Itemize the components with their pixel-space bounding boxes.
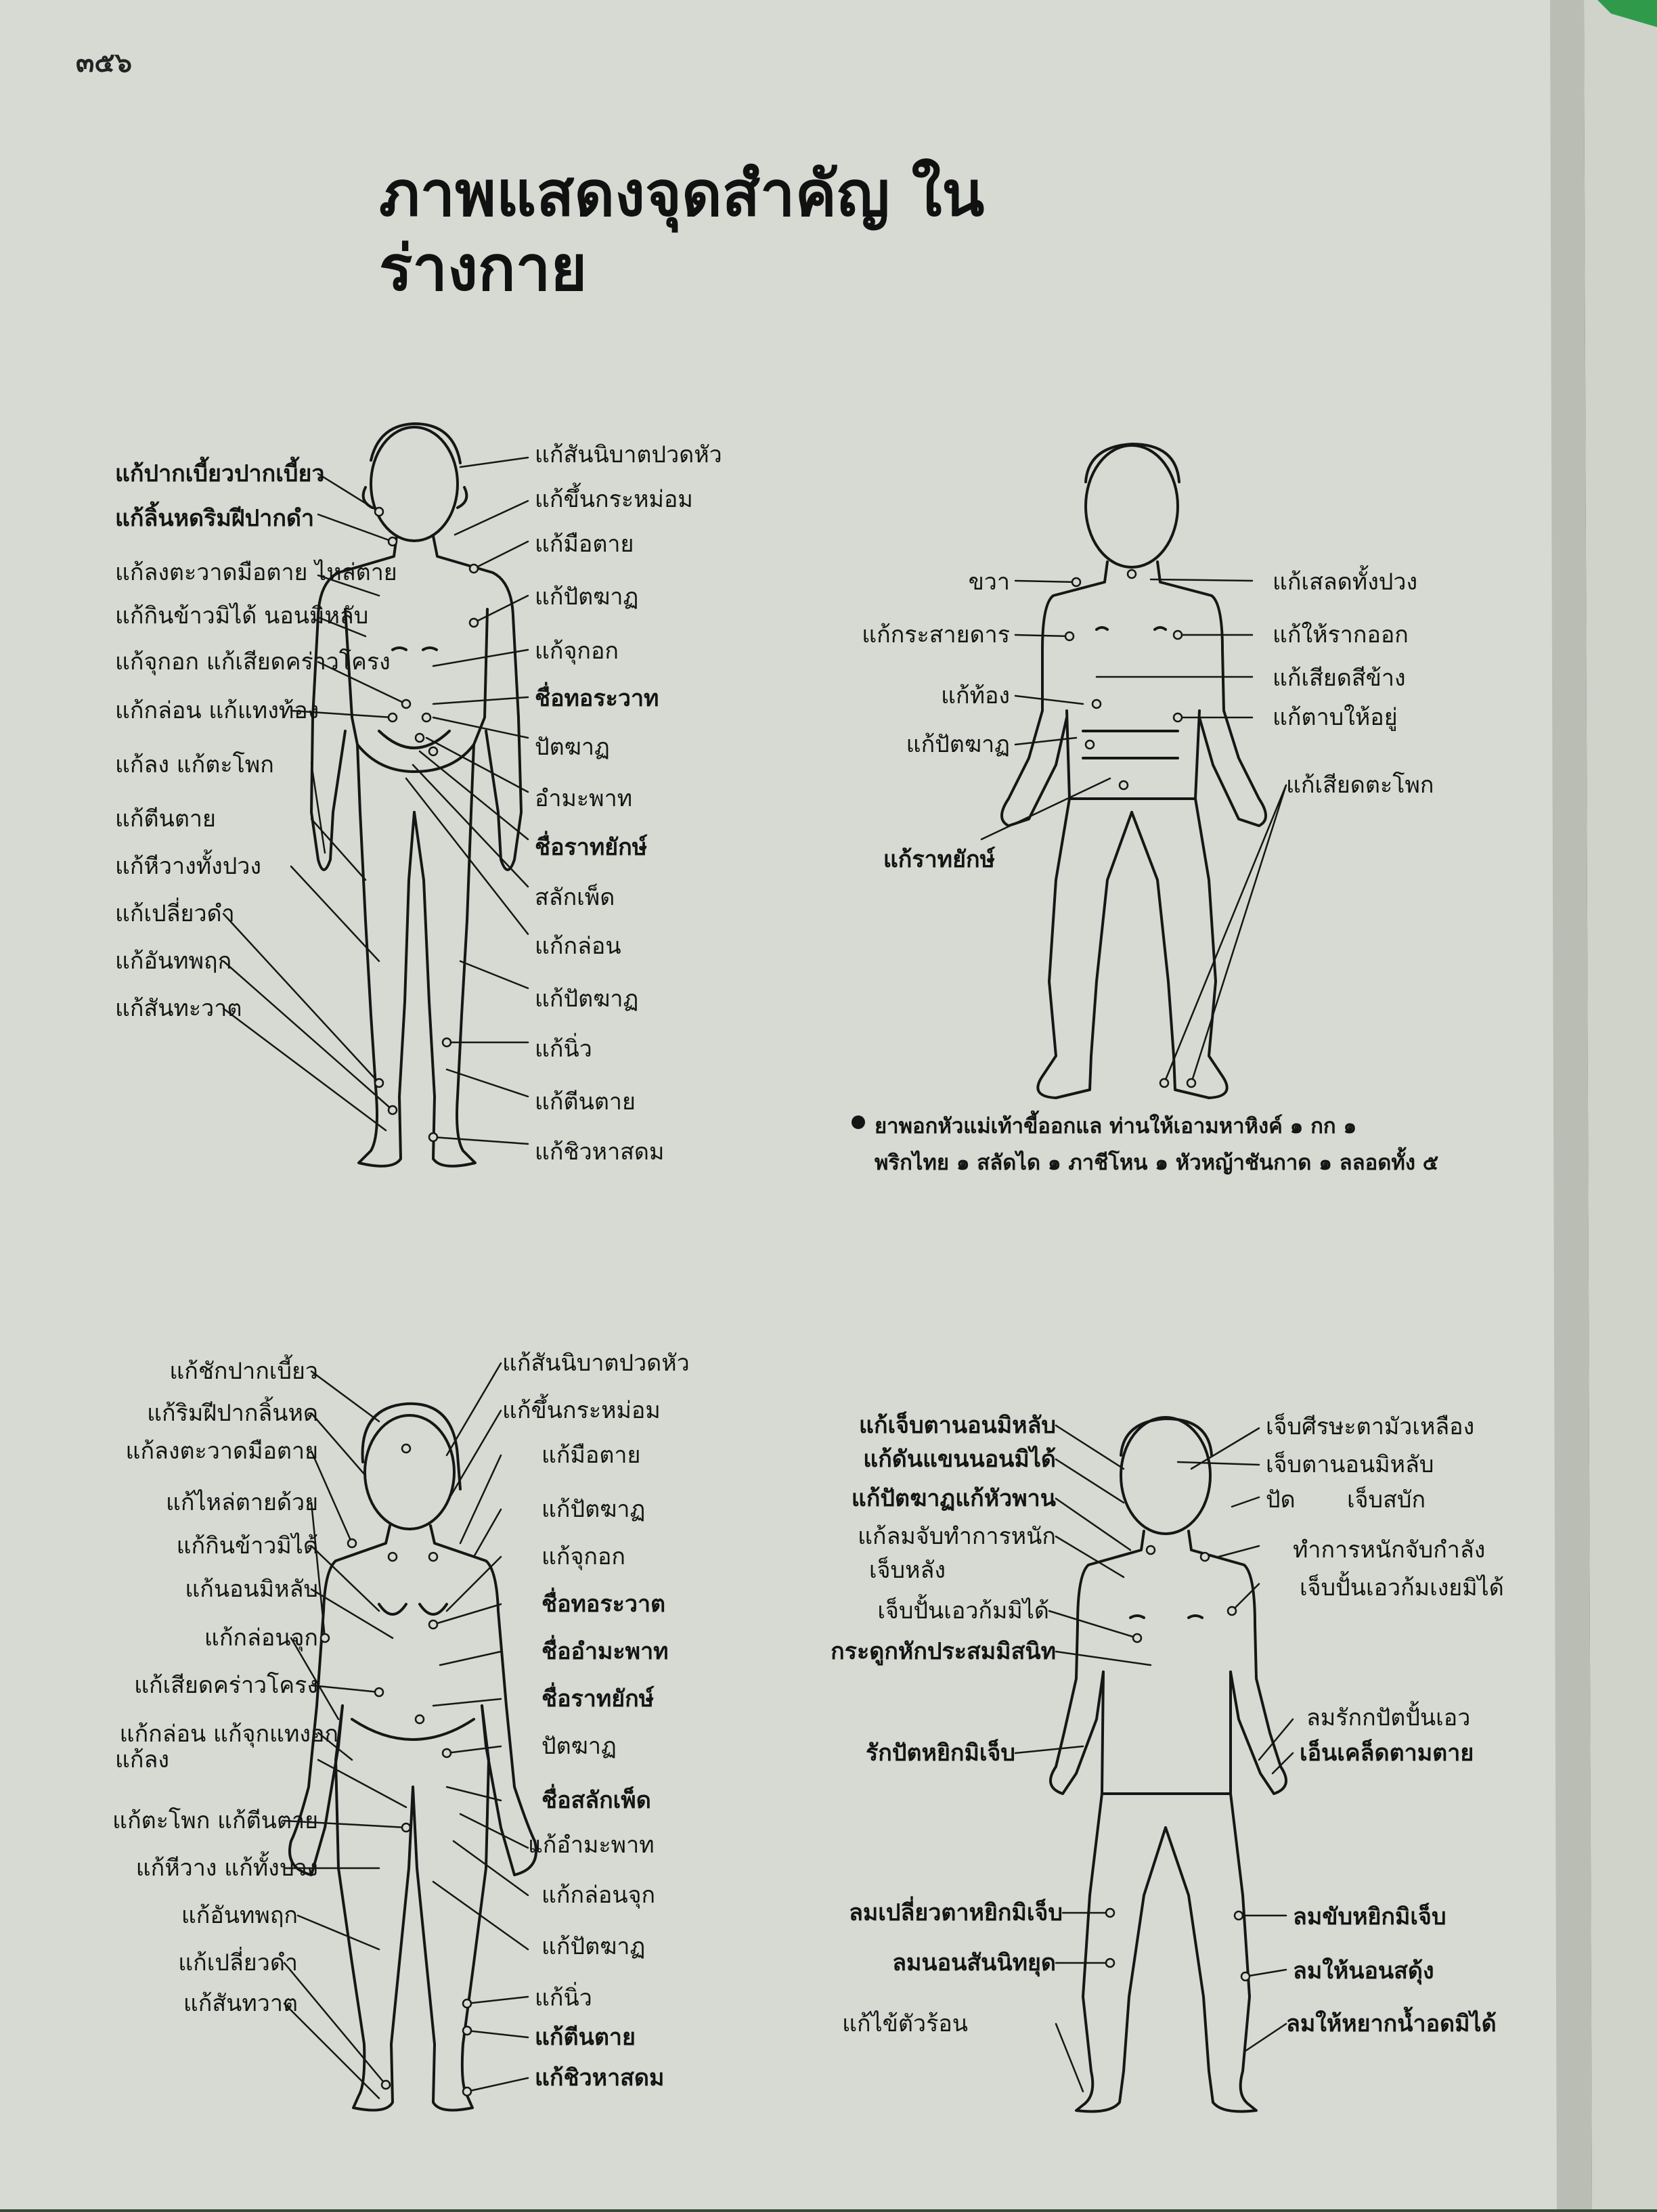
label: แก้จุกอก แก้เสียดคร่าวโครง <box>115 648 391 676</box>
page-number: ๓๕๖ <box>76 47 133 79</box>
label: แก้กล่อน แก้แทงท้อง <box>115 697 319 724</box>
label: แก้ลง <box>115 1746 169 1773</box>
page-title: ภาพแสดงจุดสำคัญ ในร่างกาย <box>379 158 985 305</box>
label: แก้ท้อง <box>941 682 1010 709</box>
label: ชื่อสลักเพ็ด <box>542 1787 651 1814</box>
label: แก้ปัตฆาฏ <box>535 583 639 611</box>
label: แก้ขึ้นกระหม่อม <box>535 486 693 513</box>
label: แก้ลมจับทำการหนัก <box>858 1523 1056 1550</box>
label: ลมรักกปัตปั้นเอว <box>1306 1704 1471 1731</box>
remedy-note-line-2: พริกไทย ๑ สลัดได ๑ ภาชีโหน ๑ หัวหญ้าชันกาด ๑ ลลอดทั้ง ๕ <box>875 1151 1439 1175</box>
label: ปัด <box>1266 1486 1296 1513</box>
label: แก้มือตาย <box>542 1442 641 1469</box>
label: แก้จุกอก <box>535 638 619 665</box>
label: เจ็บตานอนมิหลับ <box>1266 1451 1434 1478</box>
label: แก้ดันแขนนอนมิได้ <box>863 1446 1056 1473</box>
label: แก้ตะโพก แก้ตีนตาย <box>112 1807 318 1834</box>
label: แก้เสียดคร่าวโครง <box>134 1672 318 1699</box>
label: แก้ตีนตาย <box>115 805 216 833</box>
remedy-note-line-1: ยาพอกหัวแม่เท้าขี้ออกแล ท่านให้เอามหาหิงค์ ๑ กก ๑ <box>875 1114 1357 1138</box>
label: เจ็บหลัง <box>869 1557 946 1584</box>
next-page-edge <box>1584 0 1657 2209</box>
label: เจ็บศีรษะตามัวเหลือง <box>1266 1413 1475 1440</box>
label: ลมนอนสันนิทยุด <box>892 1949 1056 1976</box>
label: แก้สันนิบาตปวดหัว <box>535 441 722 468</box>
label: อำมะพาท <box>535 785 633 812</box>
label: ทำการหนักจับกำลัง <box>1293 1536 1486 1564</box>
label: แก้ปัตฆาฏ <box>542 1496 646 1523</box>
label: ลมให้นอนสดุ้ง <box>1293 1957 1434 1985</box>
label: เจ็บปั้นเอวก้มมิได้ <box>877 1597 1049 1624</box>
label: แก้ไข้ตัวร้อน <box>842 2010 968 2037</box>
label: เอ็นเคล็ดตามตาย <box>1300 1740 1474 1767</box>
note-bullet-icon <box>852 1115 865 1129</box>
label: แก้ริมฝีปากลิ้นหด <box>147 1400 318 1427</box>
label: แก้ปัตฆาฏแก้หัวพาน <box>851 1485 1056 1512</box>
label: แก้เสลดทั้งปวง <box>1273 569 1418 596</box>
label: ขวา <box>968 569 1010 596</box>
label: ชื่อราทยักษ์ <box>542 1685 655 1712</box>
label: แก้เสียดสีข้าง <box>1273 665 1406 692</box>
label: แก้นิ่ว <box>535 1985 592 2012</box>
label: แก้อันทพฤก <box>181 1902 298 1929</box>
label: แก้กล่อน แก้จุกแทงอก <box>119 1721 338 1748</box>
label: เจ็บปั้นเอวก้มเงยมิได้ <box>1300 1574 1504 1601</box>
label: แก้สันทะวาต <box>115 995 242 1022</box>
label: แก้ลงตะวาดมือตาย <box>125 1438 318 1465</box>
label: ปัตฆาฏ <box>542 1733 617 1760</box>
label: ชื่ออำมะพาท <box>542 1638 669 1665</box>
label: แก้หีวางทั้งปวง <box>115 853 261 880</box>
label: แก้กล่อนจุก <box>542 1882 656 1909</box>
label: ลมเปลี่ยวตาหยิกมิเจ็บ <box>849 1899 1063 1926</box>
label: แก้สันนิบาตปวดหัว <box>502 1350 690 1377</box>
label: ชื่อทอระวาท <box>535 685 659 712</box>
label: แก้ขึ้นกระหม่อม <box>502 1397 661 1424</box>
label: แก้กินข้าวมิได้ นอนมิหลับ <box>115 602 369 629</box>
label: แก้กินข้าวมิได้ <box>176 1532 318 1560</box>
label: แก้กระสายดาร <box>862 621 1010 648</box>
label: แก้มือตาย <box>535 531 634 558</box>
label: แก้ให้รากออก <box>1273 621 1409 648</box>
label: สลักเพ็ด <box>535 884 615 911</box>
label: แก้ตีนตาย <box>535 2024 636 2051</box>
label: แก้ชิวหาสดม <box>535 1138 665 1166</box>
label: ปัตฆาฏ <box>535 734 610 761</box>
label: แก้ลิ้นหดริมฝีปากดำ <box>115 505 315 532</box>
label: แก้กล่อน <box>535 933 621 960</box>
label: ลมให้หยากน้ำอดมิได้ <box>1286 2010 1497 2037</box>
label: แก้ปัตฆาฏ <box>906 731 1010 758</box>
label: แก้กล่อนจุก <box>204 1624 318 1652</box>
label: กระดูกหักประสมมิสนิท <box>831 1638 1056 1665</box>
label: แก้เจ็บตานอนมิหลับ <box>859 1412 1056 1439</box>
label: แก้หีวาง แก้ทั้งปวง <box>135 1855 318 1882</box>
label: แก้ลง แก้ตะโพก <box>115 751 274 778</box>
label: แก้อำมะพาท <box>528 1832 655 1859</box>
label: แก้ลงตะวาดมือตาย ไหล่ตาย <box>115 559 397 586</box>
label: ชื่อราทยักษ์ <box>535 834 648 861</box>
label: แก้ชักปากเบี้ยว <box>169 1358 318 1385</box>
label: แก้เสียดตะโพก <box>1286 772 1434 799</box>
label: แก้ปัตฆาฏ <box>535 986 639 1013</box>
label: แก้เปลี่ยวดำ <box>178 1949 298 1976</box>
label: รักปัตหยิกมิเจ็บ <box>866 1740 1015 1767</box>
label: แก้ปัตฆาฏ <box>542 1933 646 1960</box>
label: แก้สันทวาต <box>183 1990 298 2017</box>
label: แก้ไหล่ตายด้วย <box>165 1489 318 1516</box>
label: แก้จุกอก <box>542 1543 626 1570</box>
label: แก้นอนมิหลับ <box>185 1576 318 1603</box>
label: ชื่อทอระวาต <box>542 1591 666 1618</box>
label: แก้อันทพฤก <box>115 948 232 975</box>
label: แก้ตีนตาย <box>535 1088 636 1115</box>
label: แก้ปากเบี้ยวปากเบี้ยว <box>115 460 325 487</box>
label: แก้ตาบให้อยู่ <box>1273 704 1398 731</box>
label: แก้ชิวหาสดม <box>535 2064 665 2092</box>
label: เจ็บสบัก <box>1347 1486 1426 1513</box>
label: แก้ราทยักษ์ <box>883 846 995 873</box>
label: แก้เปลี่ยวดำ <box>115 900 235 927</box>
label: แก้นิ่ว <box>535 1036 592 1063</box>
label: ลมขับหยิกมิเจ็บ <box>1293 1903 1446 1930</box>
